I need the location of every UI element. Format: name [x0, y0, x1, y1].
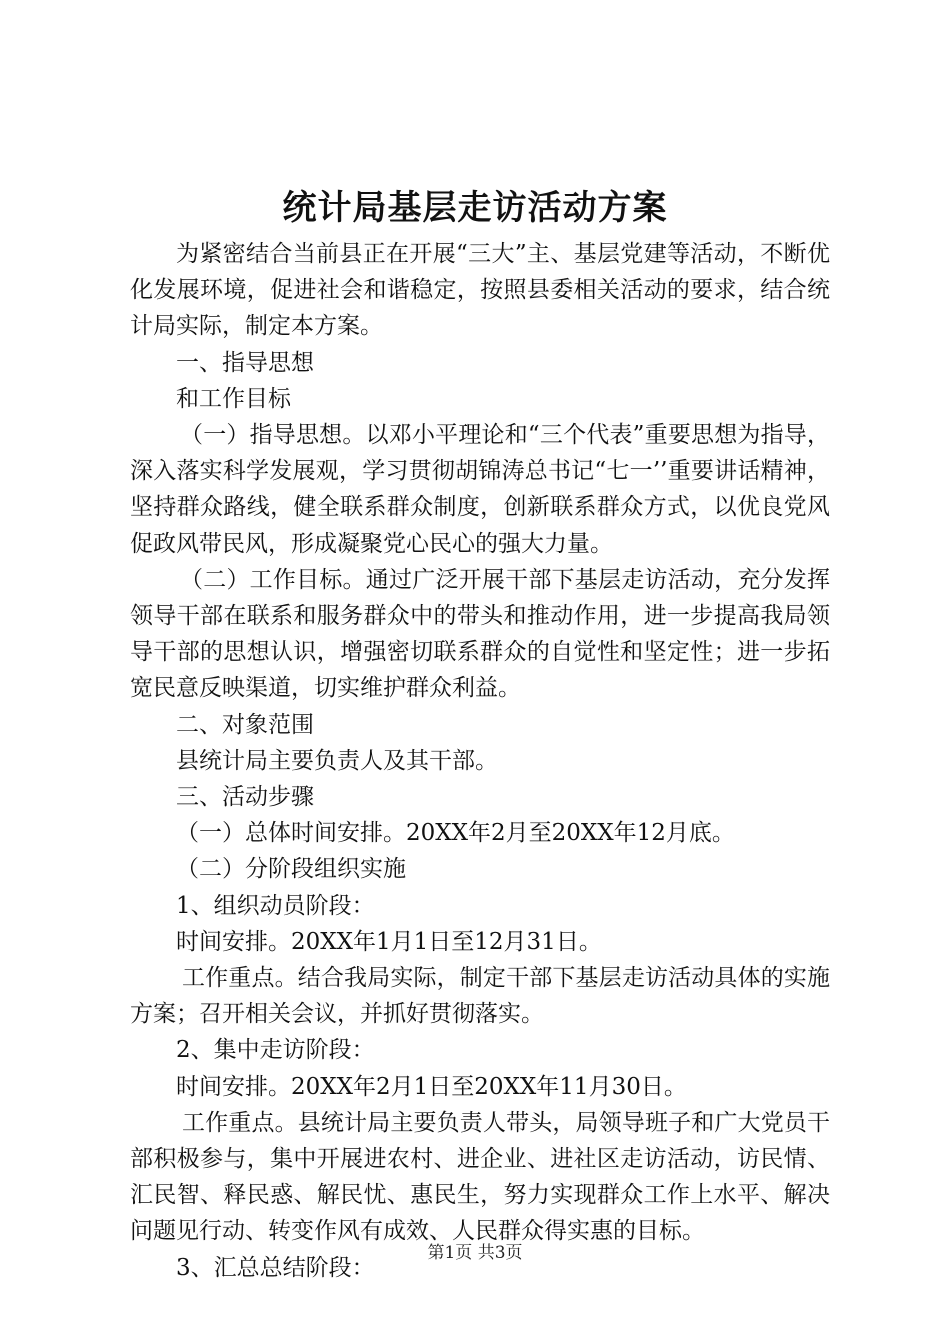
document-title: 统计局基层走访活动方案 [282, 188, 668, 228]
document-body [130, 236, 830, 1286]
paragraph-work-goal: （二）工作目标。通过广泛开展干部下基层走访活动，充分发挥领导干部在联系和服务群众中的带头和推动作用，进一步提高我局领导干部的思想认识，增强密切联系群众的自觉性和坚定性；进一步拓宽民意反映渠道，切实维护群众利益。 [130, 566, 830, 702]
paragraph-guiding-thought: （一）指导思想。以邓小平理论和“三个代表”重要思想为指导，深入落实科学发展观，学习贯彻胡锦涛总书记“七一’’重要讲话精神，坚持群众路线，健全联系群众制度，创新联系群众方式，以优良党风促政风带民风，形成凝聚党心民心的强大力量。 [130, 422, 830, 557]
paragraph-intro: 为紧密结合当前县正在开展“三大”主、基层党建等活动，不断优化发展环境，促进社会和谐稳定，按照县委相关活动的要求，结合统计局实际，制定本方案。 [130, 241, 830, 340]
paragraph-phase-2-time: 时间安排。20XX年2月1日至20XX年11月30日。 [176, 1073, 687, 1100]
heading-phase-2: 2、集中走访阶段： [176, 1037, 375, 1064]
heading-target-scope: 二、对象范围 [176, 711, 314, 738]
heading-phase-3: 3、汇总总结阶段： [176, 1254, 375, 1281]
paragraph-target-scope: 县统计局主要负责人及其干部。 [176, 747, 498, 774]
paragraph-phased-implementation: （二）分阶段组织实施 [176, 856, 406, 883]
heading-phase-1: 1、组织动员阶段： [176, 892, 375, 919]
paragraph-phase-1-time: 时间安排。20XX年1月1日至12月31日。 [176, 928, 602, 955]
paragraph-overall-schedule: （一）总体时间安排。20XX年2月至20XX年12月底。 [176, 820, 735, 847]
page-number-footer: 第1页 共3页 [427, 1243, 523, 1263]
heading-work-goal: 和工作目标 [176, 385, 291, 412]
heading-activity-steps: 三、活动步骤 [176, 784, 314, 811]
paragraph-phase-2-focus: 工作重点。县统计局主要负责人带头，局领导班子和广大党员干部积极参与，集中开展进农村、进企业、进社区走访活动，访民情、汇民智、释民惑、解民忧、惠民生，努力实现群众工作上水平、解决问题见行动、转变作风有成效、人民群众得实惠的目标。 [130, 1109, 830, 1245]
paragraph-phase-1-focus: 工作重点。结合我局实际，制定干部下基层走访活动具体的实施方案；召开相关会议，并抓好贯彻落实。 [130, 965, 830, 1028]
heading-guiding-thought: 一、指导思想 [176, 349, 314, 376]
